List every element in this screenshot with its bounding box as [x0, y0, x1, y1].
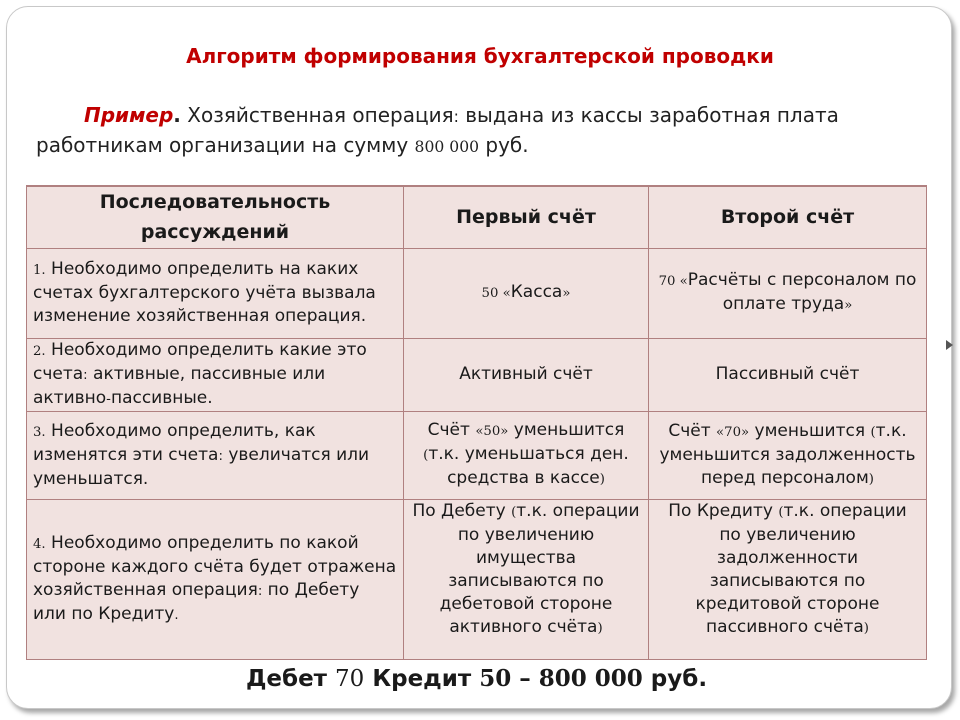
table-row — [27, 411, 927, 499]
posting-algorithm-table — [26, 185, 927, 698]
header-reasoning: Последовательность рассуждений — [27, 186, 404, 248]
example-amount: 800 000 — [414, 138, 480, 156]
step-cell: 3. Необходимо определить, как изменятся эти счета: увеличатся или уменьшатся. — [27, 411, 404, 499]
posting-result: Дебет 70 Кредит 50 – 800 000 руб. — [27, 659, 927, 698]
slide-title: Алгоритм формирования бухгалтерской проводки — [186, 44, 774, 68]
example-lead: Пример — [84, 103, 174, 127]
slide-nav-arrow-icon — [946, 340, 953, 350]
example-paragraph: Пример. Хозяйственная операция: выдана из кассы заработная плата работникам организации на сумму 800 000 руб. — [36, 103, 839, 157]
second-account-cell: Счёт «70» уменьшится (т.к. уменьшится задолженность перед персоналом) — [649, 411, 927, 499]
header-second-account: Второй счёт — [649, 186, 927, 248]
first-account-cell: Счёт «50» уменьшится (т.к. уменьшаться ден. средства в кассе) — [404, 411, 649, 499]
first-account-cell: Активный счёт — [404, 338, 649, 411]
first-account-cell: 50 «Касса» — [404, 248, 649, 338]
second-account-cell: Пассивный счёт — [649, 338, 927, 411]
header-first-account: Первый счёт — [404, 186, 649, 248]
step-cell: 4. Необходимо определить по какой стороне каждого счёта будет отражена хозяйственная операция: по Дебету или по Кредиту. — [27, 499, 404, 659]
second-account-cell: 70 «Расчёты с персоналом по оплате труда» — [649, 248, 927, 338]
table-row — [27, 499, 927, 659]
table-row — [27, 338, 927, 411]
first-account-cell: По Дебету (т.к. операции по увеличению имущества записываются по дебетовой стороне активного счёта) — [404, 499, 649, 659]
table-row — [27, 248, 927, 338]
table-header-row — [27, 186, 927, 248]
step-cell: 2. Необходимо определить какие это счета: активные, пассивные или активно-пассивные. — [27, 338, 404, 411]
step-cell: 1. Необходимо определить на каких счетах бухгалтерского учёта вызвала изменение хозяйственная операция. — [27, 248, 404, 338]
posting-result-row — [27, 659, 927, 698]
second-account-cell: По Кредиту (т.к. операции по увеличению задолженности записываются по кредитовой стороне пассивного счёта) — [649, 499, 927, 659]
